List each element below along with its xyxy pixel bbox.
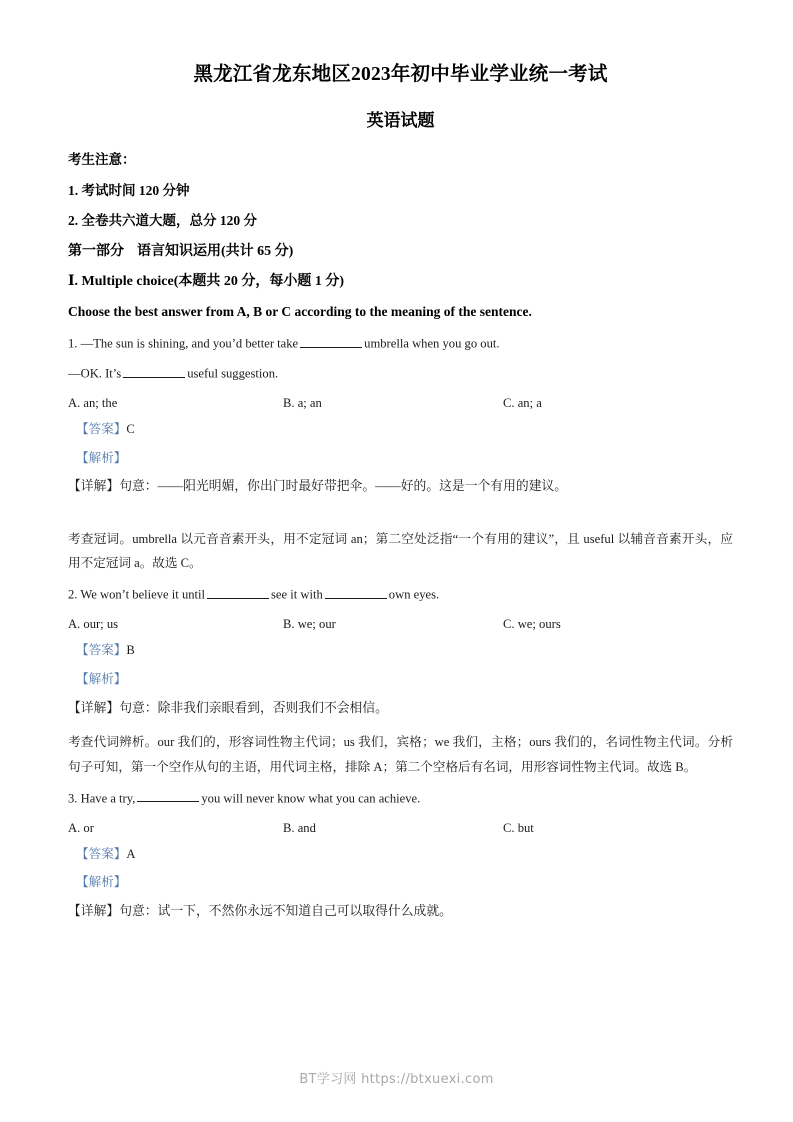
answer-tag: 【答案】	[76, 422, 127, 437]
answer-tag: 【答案】	[76, 643, 127, 658]
answer-blank[interactable]	[325, 587, 387, 598]
question-3-answer	[68, 848, 733, 861]
question-3-parse-tag	[68, 876, 733, 889]
part-one-title: 语言知识运用(共计 65 分)	[137, 243, 294, 259]
option-b[interactable]: B. a; an	[283, 396, 322, 411]
parse-tag: 【解析】	[76, 672, 127, 686]
answer-value: B	[126, 643, 135, 658]
answer-blank[interactable]	[137, 791, 199, 802]
option-c[interactable]: C. an; a	[503, 396, 542, 411]
footer-watermark: BT学习网 https://btxuexi.com	[299, 1072, 494, 1087]
notice-item-1: 1. 考试时间 120 分钟	[68, 182, 190, 198]
question-1-analysis: 考查冠词。umbrella 以元音音素开头，用不定冠词 an；第二空处泛指“一个有用的建议”，且 useful 以辅音音素开头，应用不定冠词 a。故选 C。	[68, 532, 733, 571]
document-content	[68, 0, 733, 934]
exam-notice	[68, 153, 733, 228]
q3-stem-1b: you will never know what you can achieve.	[201, 791, 421, 806]
option-c[interactable]: C. we; ours	[503, 617, 561, 632]
option-a[interactable]: A. or	[68, 820, 94, 835]
page-title: 黑龙江省龙东地区2023年初中毕业学业统一考试	[193, 64, 608, 85]
parse-tag: 【解析】	[76, 875, 127, 890]
question-2-parse-tag	[68, 673, 733, 686]
question-1-options	[68, 396, 733, 409]
question-1-answer	[68, 423, 733, 436]
notice-item-2: 2. 全卷共六道大题，总分 120 分	[68, 213, 257, 229]
q2-stem-1c: own eyes.	[388, 587, 440, 602]
q2-stem-1b: see it with	[271, 587, 323, 602]
answer-blank[interactable]	[123, 366, 185, 377]
question-3-options	[68, 821, 733, 834]
option-c[interactable]: C. but	[503, 820, 534, 835]
q3-stem-1a: 3. Have a try,	[68, 791, 136, 806]
question-3-stem-line-1	[68, 791, 733, 805]
page-subtitle: 英语试题	[366, 111, 435, 131]
answer-blank[interactable]	[207, 587, 269, 598]
question-1-stem-line-2	[68, 366, 733, 380]
section-roman-one-heading: Ⅰ. Multiple choice(本题共 20 分，每小题 1 分)	[68, 273, 345, 289]
option-b[interactable]: B. we; our	[283, 617, 336, 632]
option-b[interactable]: B. and	[283, 820, 316, 835]
question-2-options	[68, 617, 733, 630]
answer-value: C	[126, 422, 135, 437]
q1-stem-1b: umbrella when you go out.	[364, 336, 500, 351]
question-2-stem-line-1	[68, 587, 733, 601]
answer-tag: 【答案】	[76, 846, 127, 861]
question-2-answer	[68, 644, 733, 657]
question-1-parse-tag	[68, 452, 733, 465]
question-1-stem-line-1	[68, 336, 733, 350]
question-1-detail: 【详解】句意：——阳光明媚，你出门时最好带把伞。——好的。这是一个有用的建议。	[68, 479, 568, 494]
part-one-label: 第一部分	[68, 243, 124, 259]
question-2-analysis: 考查代词辨析。our 我们的，形容词性物主代词；us 我们，宾格；we 我们，主格；ours 我们的，名词性物主代词。分析句子可知，第一个空作从句的主语，用代词主格，排除 A；第二个空格后有名词，用形容词性物主代词。故选 B。	[68, 735, 733, 774]
option-a[interactable]: A. an; the	[68, 396, 118, 411]
q1-stem-2a: —OK. It’s	[68, 366, 122, 381]
part-one-heading	[68, 245, 733, 259]
q1-stem-2b: useful suggestion.	[187, 366, 279, 381]
option-a[interactable]: A. our; us	[68, 617, 119, 632]
answer-blank[interactable]	[300, 336, 362, 347]
section-instruction: Choose the best answer from A, B or C according to the meaning of the sentence.	[68, 303, 532, 319]
notice-heading: 考生注意：	[68, 152, 136, 168]
question-3-detail: 【详解】句意：试一下，不然你永远不知道自己可以取得什么成就。	[68, 903, 452, 918]
spacer	[68, 509, 733, 527]
question-2-detail: 【详解】句意：除非我们亲眼看到，否则我们不会相信。	[68, 700, 388, 715]
q1-stem-1a: 1. —The sun is shining, and you’d better take	[68, 336, 299, 351]
answer-value: A	[126, 846, 136, 861]
parse-tag: 【解析】	[76, 450, 127, 465]
q2-stem-1a: 2. We won’t believe it until	[68, 587, 206, 602]
